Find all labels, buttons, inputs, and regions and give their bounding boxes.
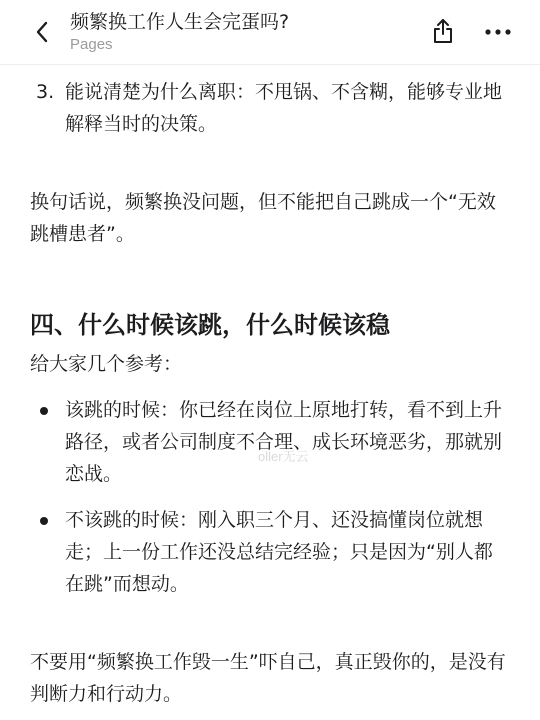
- top-navigation-bar: [0, 0, 540, 65]
- bullet-dot: [40, 407, 48, 415]
- article-body: [30, 76, 510, 710]
- share-button[interactable]: [428, 16, 458, 46]
- intro-text: 给大家几个参考：: [30, 353, 183, 375]
- more-horizontal-icon: [484, 28, 512, 36]
- list-item-text: 能说清楚为什么离职：不甩锅、不含糊，能够专业地解释当时的决策。: [65, 81, 503, 135]
- chevron-left-icon: [35, 21, 49, 43]
- page-subtitle: Pages: [70, 36, 113, 53]
- page-title: 频繁换工作人生会完蛋吗?: [70, 11, 290, 33]
- bullet-item: [30, 394, 510, 490]
- back-button[interactable]: [28, 18, 56, 46]
- bullet-item: [30, 504, 510, 600]
- title-block: [70, 9, 450, 55]
- list-number: 3.: [36, 81, 55, 103]
- numbered-list-item: [30, 76, 510, 140]
- bullet-text: 不该跳的时候：刚入职三个月、还没搞懂岗位就想走；上一份工作还没总结完经验；只是因为“别人都在跳”而想动。: [65, 509, 493, 595]
- paragraph: 换句话说，频繁换没问题，但不能把自己跳成一个“无效跳槽患者”。: [30, 191, 496, 245]
- bullet-dot: [40, 517, 48, 525]
- share-icon: [431, 17, 455, 45]
- closing-paragraph: 不要用“频繁换工作毁一生”吓自己，真正毁你的，是没有判断力和行动力。: [30, 651, 506, 705]
- bullet-text: 该跳的时候：你已经在岗位上原地打转，看不到上升路径，或者公司制度不合理、成长环境恶劣，那就别恋战。: [65, 399, 503, 485]
- section-heading: 四、什么时候该跳，什么时候该稳: [30, 311, 390, 339]
- more-button[interactable]: [482, 18, 514, 46]
- watermark: oller无云: [258, 449, 309, 464]
